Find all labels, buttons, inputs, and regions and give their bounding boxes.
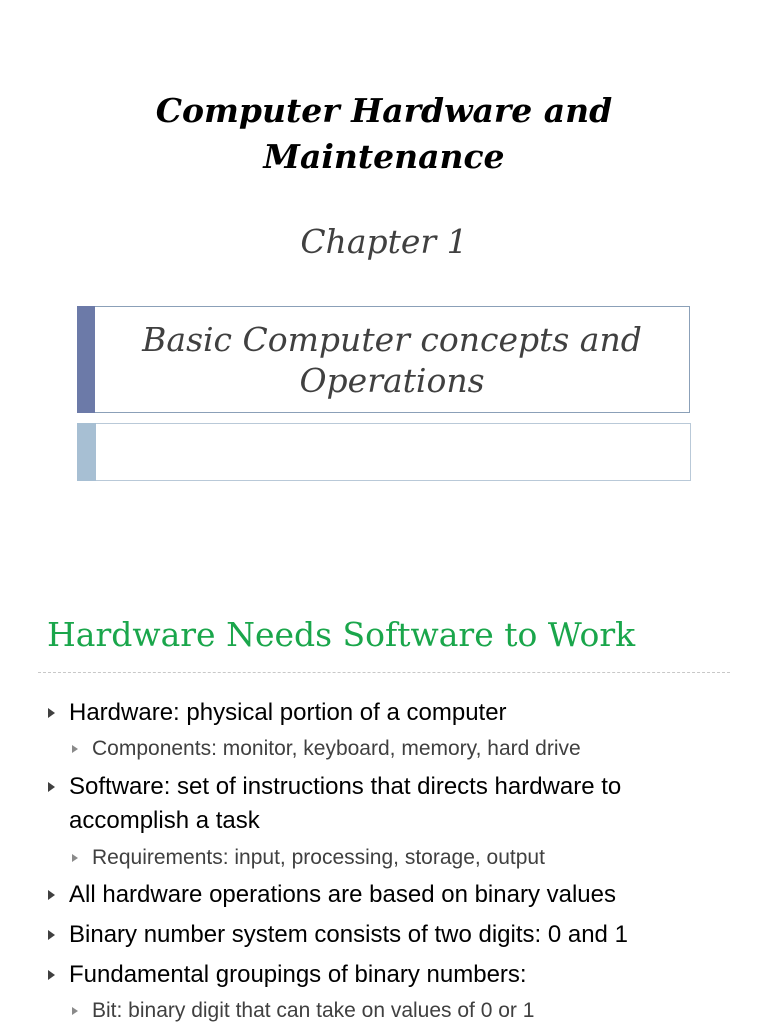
triangle-right-icon xyxy=(48,708,55,718)
chapter-label: Chapter 1 xyxy=(300,222,468,261)
subtitle-text xyxy=(95,319,689,401)
sub-bullet-item: Requirements: input, processing, storage, output xyxy=(92,846,545,869)
bullet-item: Fundamental groupings of binary numbers: xyxy=(69,961,527,988)
slide-heading: Hardware Needs Software to Work xyxy=(47,615,636,654)
triangle-right-icon xyxy=(48,930,55,940)
subtitle-accent-bar xyxy=(77,306,95,413)
bullet-item-continuation: accomplish a task xyxy=(69,807,260,834)
triangle-right-icon xyxy=(72,1007,78,1015)
title-line-1: Computer Hardware and xyxy=(155,91,613,130)
subtitle-line-2: Operations xyxy=(299,361,485,400)
triangle-right-icon xyxy=(48,890,55,900)
empty-subtitle-box xyxy=(77,423,691,481)
presentation-title xyxy=(0,88,768,180)
bullet-item: Software: set of instructions that directs hardware to xyxy=(69,773,622,800)
title-line-2: Maintenance xyxy=(263,137,505,176)
bullet-item: Binary number system consists of two digits: 0 and 1 xyxy=(69,921,628,948)
triangle-right-icon xyxy=(72,854,78,862)
sub-bullet-item: Bit: binary digit that can take on values of 0 or 1 xyxy=(92,999,535,1022)
bullet-item: All hardware operations are based on binary values xyxy=(69,881,616,908)
triangle-right-icon xyxy=(48,970,55,980)
subtitle-line-1: Basic Computer concepts and xyxy=(142,320,642,359)
subtitle-box xyxy=(77,306,690,413)
heading-divider xyxy=(38,672,730,673)
triangle-right-icon xyxy=(48,782,55,792)
sub-bullet-item: Components: monitor, keyboard, memory, hard drive xyxy=(92,737,581,760)
triangle-right-icon xyxy=(72,745,78,753)
empty-box-accent-bar xyxy=(77,423,96,481)
bullet-item: Hardware: physical portion of a computer xyxy=(69,699,507,726)
